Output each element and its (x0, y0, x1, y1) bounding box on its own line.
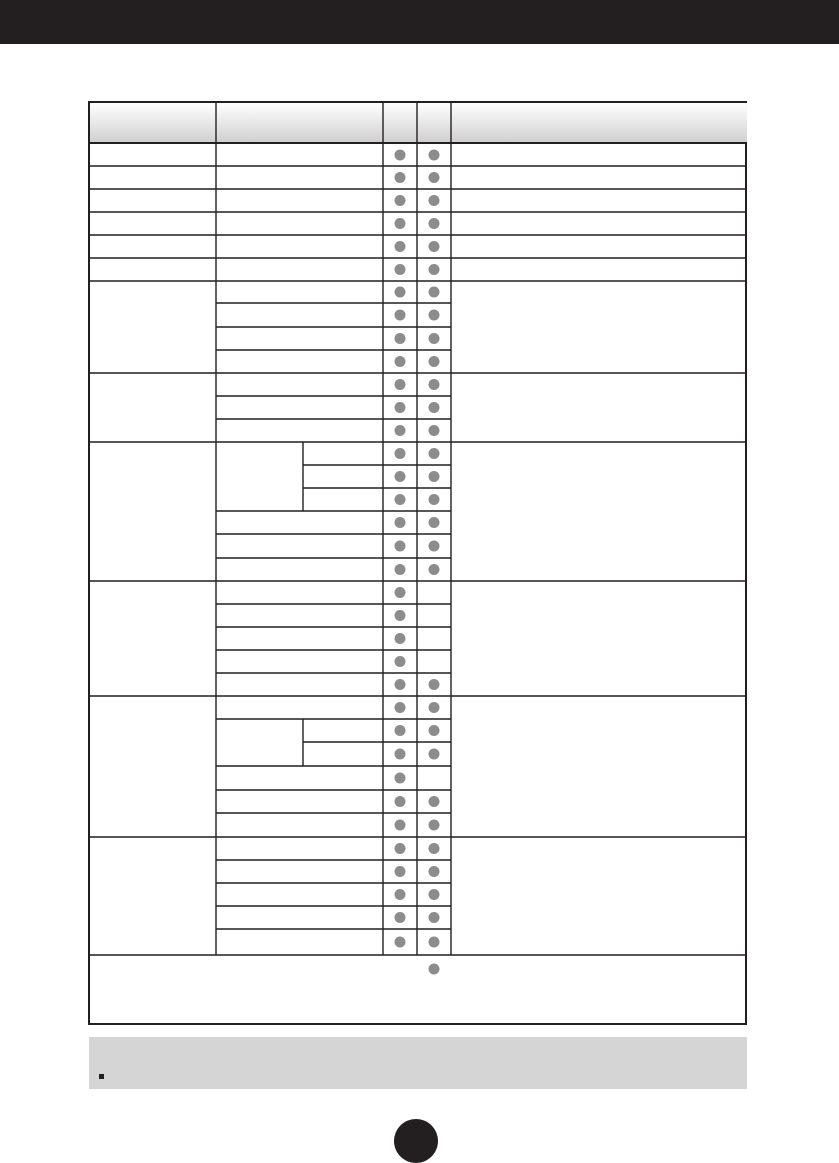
table-grid (90, 103, 749, 1027)
support-dot-2 (429, 241, 440, 252)
support-dot-2 (429, 820, 440, 831)
support-dot-1 (395, 937, 406, 948)
support-dot-2 (429, 517, 440, 528)
support-dot-1 (395, 656, 406, 667)
support-dot-1 (395, 241, 406, 252)
support-dot-2 (429, 287, 440, 298)
page-number-badge (394, 1119, 438, 1163)
support-dot-1 (395, 494, 406, 505)
support-dot-2 (429, 356, 440, 367)
support-dot-1 (395, 264, 406, 275)
support-dot-2 (429, 889, 440, 900)
support-dot-2 (429, 843, 440, 854)
bullet-square-icon (99, 1074, 104, 1079)
support-dot-1 (395, 912, 406, 923)
support-dot-2 (429, 425, 440, 436)
support-dot-2 (429, 471, 440, 482)
support-dot-2 (429, 494, 440, 505)
support-dot-1 (395, 471, 406, 482)
support-dot-1 (395, 889, 406, 900)
support-dot-1 (395, 749, 406, 760)
support-dot-1 (395, 820, 406, 831)
support-dot-1 (395, 866, 406, 877)
support-dot-2 (429, 264, 440, 275)
support-dot-1 (395, 610, 406, 621)
support-dot-2 (429, 702, 440, 713)
support-dot-1 (395, 287, 406, 298)
support-dot-2 (429, 448, 440, 459)
support-dot-1 (395, 333, 406, 344)
support-dot-2 (429, 402, 440, 413)
support-dot-1 (395, 425, 406, 436)
support-dot-2 (429, 796, 440, 807)
support-dot-2 (429, 749, 440, 760)
support-dot-1 (395, 517, 406, 528)
support-dot-1 (395, 702, 406, 713)
support-dot-1 (395, 725, 406, 736)
support-dot-1 (395, 356, 406, 367)
support-dot-2 (429, 195, 440, 206)
support-dot-1 (395, 679, 406, 690)
support-dot-1 (395, 773, 406, 784)
support-dot-2 (429, 172, 440, 183)
header-row-background (90, 103, 747, 143)
support-dot-2 (429, 310, 440, 321)
support-dot-2 (429, 866, 440, 877)
support-dot-1 (395, 172, 406, 183)
support-dot-2 (429, 679, 440, 690)
support-dot-1 (395, 310, 406, 321)
note-box (89, 1037, 747, 1089)
support-dot-2 (429, 564, 440, 575)
support-dot-2 (429, 379, 440, 390)
support-dot-1 (395, 587, 406, 598)
support-dot-1 (395, 843, 406, 854)
support-dot-2 (429, 937, 440, 948)
support-dot-1 (395, 796, 406, 807)
support-dot-1 (395, 633, 406, 644)
support-dot-2 (429, 541, 440, 552)
feature-table (88, 101, 747, 1025)
top-header-bar (0, 0, 839, 44)
support-dot-1 (395, 379, 406, 390)
support-dot-1 (395, 402, 406, 413)
support-dot-2 (429, 218, 440, 229)
support-dot-1 (395, 218, 406, 229)
support-dot-1 (395, 541, 406, 552)
footer-dot (429, 964, 440, 975)
support-dot-1 (395, 448, 406, 459)
support-dot-2 (429, 333, 440, 344)
support-dot-2 (429, 150, 440, 161)
support-dot-1 (395, 150, 406, 161)
support-dot-2 (429, 912, 440, 923)
support-dot-2 (429, 725, 440, 736)
support-dot-1 (395, 564, 406, 575)
support-dot-1 (395, 195, 406, 206)
